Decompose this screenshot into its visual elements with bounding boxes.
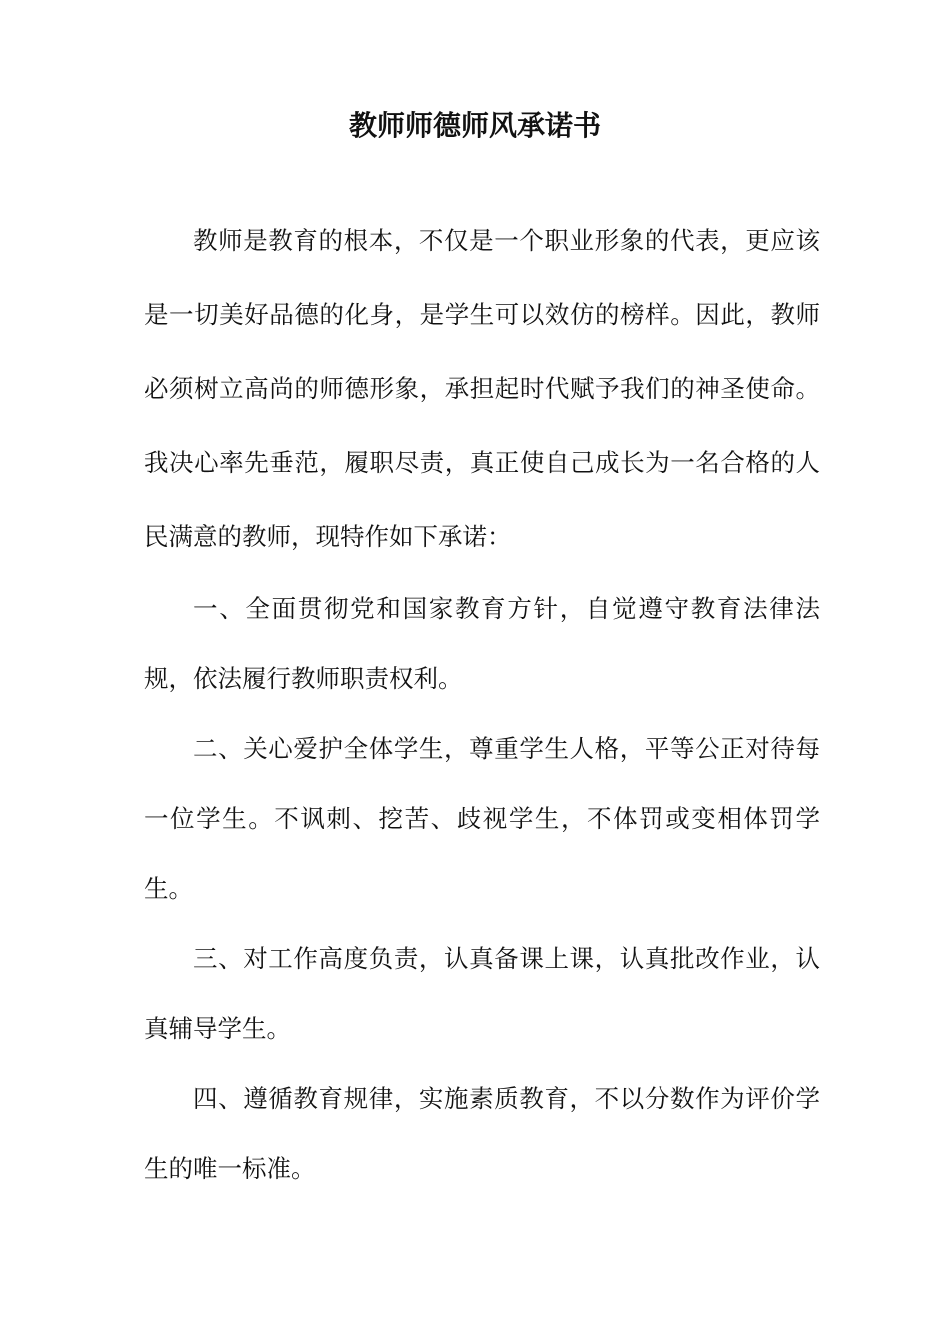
commitment-item-2: 二、关心爱护全体学生，尊重学生人格，平等公正对待每一位学生。不讽刺、挖苦、歧视学生，不体罚或变相体罚学生。 — [144, 734, 820, 903]
document-title: 教师师德师风承诺书 — [348, 109, 601, 142]
intro-paragraph: 教师是教育的根本，不仅是一个职业形象的代表，更应该是一切美好品德的化身，是学生可以效仿的榜样。因此，教师必须树立高尚的师德形象，承担起时代赋予我们的神圣使命。我决心率先垂范，履职尽责，真正使自己成长为一名合格的人民满意的教师，现特作如下承诺： — [144, 226, 820, 551]
commitment-item-3: 三、对工作高度负责，认真备课上课，认真批改作业，认真辅导学生。 — [144, 944, 820, 1043]
document-body — [144, 204, 820, 1204]
commitment-item-4: 四、遵循教育规律，实施素质教育，不以分数作为评价学生的唯一标准。 — [144, 1084, 820, 1183]
commitment-item-1: 一、全面贯彻党和国家教育方针，自觉遵守教育法律法规，依法履行教师职责权利。 — [144, 594, 820, 693]
